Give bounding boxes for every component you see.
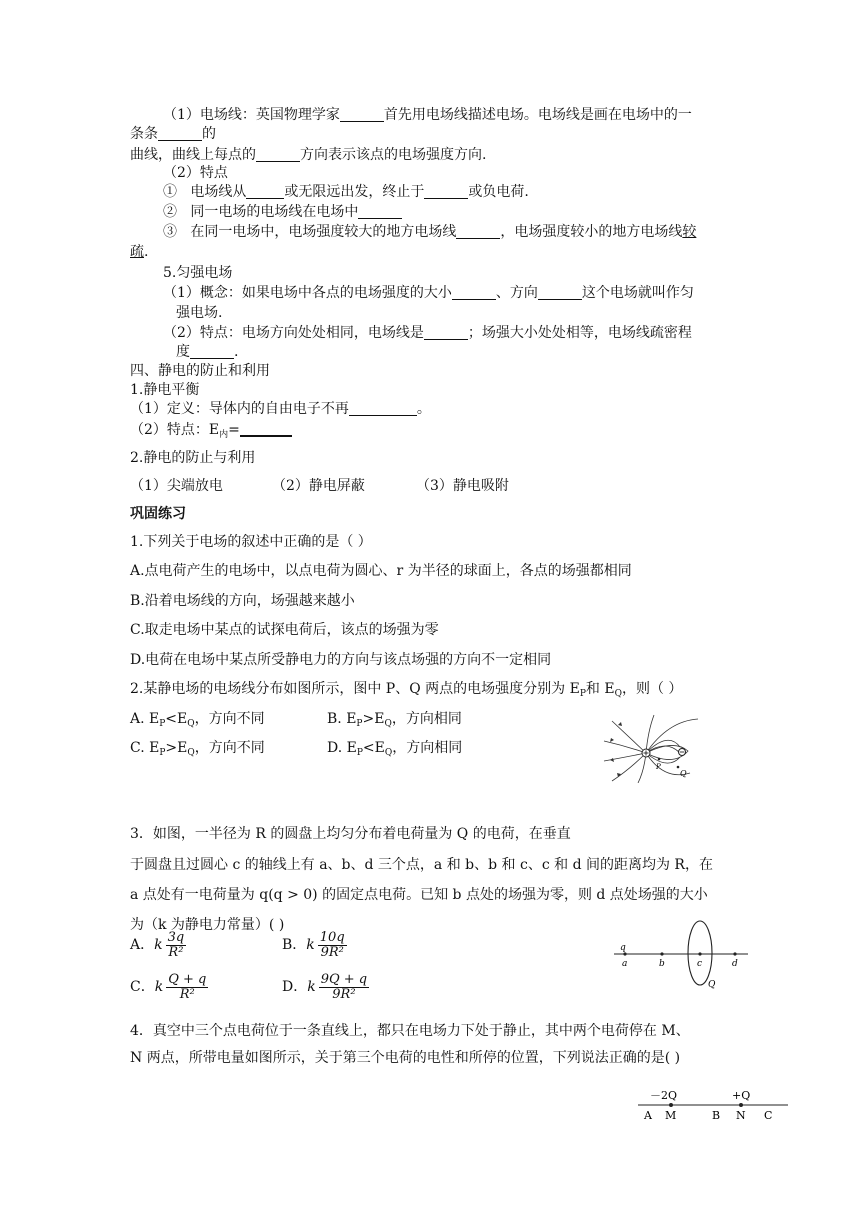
- text: B. E: [327, 711, 357, 727]
- para-field-line-def-2: [130, 125, 216, 143]
- subscript: Q: [614, 689, 622, 699]
- text: ，方向不同: [194, 711, 265, 727]
- subscript: P: [159, 748, 166, 758]
- text: 和 E: [585, 681, 615, 697]
- equilibrium-def: [130, 400, 431, 418]
- text: 度: [176, 344, 190, 360]
- feature-3-cont: [130, 243, 148, 261]
- q4-stem-2: N 两点，所带电量如图所示，关于第三个电荷的电性和所停的位置，下列说法正确的是( ): [130, 1050, 681, 1066]
- q3-stem-1: 3．如图，一半径为 R 的圆盘上均匀分布着电荷量为 Q 的电荷，在垂直: [130, 826, 571, 842]
- subscript: P: [159, 719, 166, 729]
- label-p: P: [656, 763, 661, 771]
- q3-option-d: [282, 968, 369, 1006]
- q1-option-a: A.点电荷产生的电场中，以点电荷为圆心、r 为半径的球面上，各点的场强都相同: [130, 563, 632, 579]
- blank[interactable]: [424, 184, 468, 199]
- text: 这个电场就叫作匀: [581, 285, 694, 301]
- text: =: [228, 422, 240, 438]
- q3-stem-4: 为（k 为静电力常量）( ): [130, 917, 285, 933]
- heading-electrostatics: 四、静电的防止和利用: [130, 363, 270, 379]
- text: 或负电荷.: [468, 184, 529, 200]
- subscript: P: [356, 748, 363, 758]
- subscript: Q: [384, 748, 393, 758]
- numerator: 3q: [167, 929, 185, 945]
- fraction: [166, 973, 208, 1002]
- text: 或无限远出发，终止于: [284, 184, 425, 200]
- label-b: b: [659, 959, 665, 969]
- blank[interactable]: [424, 325, 468, 340]
- subscript: Q: [384, 719, 392, 729]
- label-q: Q: [680, 769, 687, 778]
- text: 方向表示该点的电场强度方向.: [300, 147, 487, 163]
- q3-stem-3: a 点处有一电荷量为 q(q > 0) 的固定点电荷。已知 b 点处的场强为零，则 d 点处场强的大小: [130, 887, 708, 903]
- text: （1）电场线：英国物理学家: [163, 107, 340, 123]
- point-d: [733, 952, 736, 955]
- numerator: 9Q + q: [320, 971, 368, 987]
- use-item-1: （1）尖端放电: [130, 478, 223, 494]
- field-line: [646, 753, 680, 763]
- label-d: d: [732, 959, 738, 969]
- q2-option-c: [130, 739, 265, 762]
- para-field-line-def-3: [130, 146, 486, 164]
- q3-option-a: [130, 926, 186, 964]
- q2-field-line-figure: [598, 711, 702, 783]
- option-letter: D．: [282, 979, 308, 995]
- text: ，方向不同: [194, 740, 265, 756]
- denominator: R²: [168, 944, 184, 960]
- constant-k: k: [154, 979, 164, 995]
- feature-3: [163, 223, 696, 241]
- q1-option-d: D.电荷在电场中某点所受静电力的方向与该点场强的方向不一定相同: [130, 652, 552, 668]
- label-a: A: [644, 1109, 652, 1122]
- text: <E: [362, 740, 385, 756]
- text: （2）特点：电场方向处处相同，电场线是: [163, 325, 424, 341]
- blank[interactable]: [158, 126, 202, 141]
- q4-stem-1: 4．真空中三个点电荷位于一条直线上，都只在电场力下处于静止，其中两个电荷停在 M、: [130, 1023, 690, 1039]
- circled-number: ①: [163, 184, 177, 200]
- label-charge-n: +Q: [732, 1089, 751, 1102]
- text: C. E: [130, 740, 160, 756]
- text: 条条: [130, 126, 158, 142]
- subscript: P: [579, 689, 586, 699]
- blank[interactable]: [340, 107, 384, 122]
- text: ；场强大小处处相等，电场线疏密程: [467, 325, 692, 341]
- constant-k: k: [154, 937, 163, 953]
- text: A. E: [130, 711, 160, 727]
- field-line: [604, 753, 646, 761]
- text: （1）概念：如果电场中各点的电场强度的大小: [163, 285, 452, 301]
- field-line: [612, 721, 646, 753]
- denominator: 9R²: [332, 986, 356, 1002]
- fraction: [318, 931, 347, 960]
- text: 在同一电场中，电场强度较大的地方电场线: [190, 224, 457, 240]
- text: .: [234, 344, 239, 360]
- subscript: Q: [187, 748, 195, 758]
- option-letter: C．: [130, 979, 155, 995]
- q1-option-c: C.取走电场中某点的试探电荷后，该点的场强为零: [130, 622, 439, 638]
- text: ，电场强度较小的地方电场线: [500, 224, 683, 240]
- point-b: [660, 952, 663, 955]
- q3-option-c: [130, 968, 208, 1006]
- denominator: R²: [179, 986, 195, 1002]
- text: （2）特点：E: [130, 422, 220, 438]
- feature-2: [163, 203, 402, 221]
- equilibrium-feature: [130, 421, 292, 444]
- text: ，则（ ）: [621, 681, 683, 697]
- label-q-charge: q: [620, 943, 626, 953]
- label-b: B: [712, 1109, 721, 1122]
- field-line: [638, 753, 646, 783]
- blank[interactable]: [190, 344, 234, 359]
- fraction: [319, 973, 369, 1002]
- arrow: [618, 722, 622, 726]
- field-line: [646, 746, 680, 753]
- option-letter: A．: [130, 937, 155, 953]
- text: 曲线，曲线上每点的: [130, 147, 256, 163]
- heading-uniform-field: 5.匀强电场: [163, 265, 233, 281]
- q4-charges-figure: [636, 1086, 792, 1126]
- uniform-feature-cont: [176, 343, 238, 361]
- point-c: [698, 952, 701, 955]
- label-n: N: [736, 1109, 746, 1122]
- q2-option-b: [327, 710, 462, 733]
- fraction: [166, 931, 187, 960]
- q3-stem-2: 于圆盘且过圆心 c 的轴线上有 a、b、d 三个点，a 和 b、b 和 c、c 和 d 间的距离均为 R，在: [130, 857, 713, 873]
- q2-option-a: [130, 710, 265, 733]
- blank[interactable]: [538, 285, 582, 300]
- numerator: 10q: [319, 929, 345, 945]
- blank[interactable]: [452, 285, 496, 300]
- heading-features: （2）特点: [163, 165, 228, 181]
- point-m: [669, 1103, 673, 1107]
- subscript: Q: [187, 719, 195, 729]
- heading-prevention-use: 2.静电的防止与利用: [130, 450, 256, 466]
- uniform-concept-cont: 强电场.: [176, 305, 223, 321]
- blank[interactable]: [349, 401, 417, 416]
- subscript: 内: [219, 430, 229, 440]
- subscript: P: [356, 719, 363, 729]
- text: 、方向: [495, 285, 538, 301]
- text: 电场线从: [190, 184, 247, 200]
- arrow: [610, 758, 614, 762]
- circled-number: ②: [163, 204, 177, 220]
- q2-option-d: [327, 739, 462, 762]
- blank[interactable]: [256, 147, 300, 162]
- text: 。: [416, 401, 431, 417]
- use-item-2: （2）静电屏蔽: [272, 478, 365, 494]
- heading-practice: 巩固练习: [130, 506, 186, 522]
- feature-1: [163, 183, 529, 201]
- text: 首先用电场线描述电场。电场线是画在电场中的一: [383, 107, 692, 123]
- q1-stem: 1.下列关于电场的叙述中正确的是（ ）: [130, 534, 372, 550]
- q3-option-b: [282, 926, 347, 964]
- q3-disk-figure: [608, 916, 756, 992]
- label-a: a: [622, 959, 628, 969]
- text: 同一电场的电场线在电场中: [190, 204, 359, 220]
- point-n: [739, 1103, 743, 1107]
- arrow: [610, 738, 614, 742]
- text: 疏: [130, 244, 144, 260]
- text: <E: [165, 711, 188, 727]
- numerator: Q + q: [168, 971, 207, 987]
- constant-k: k: [306, 937, 315, 953]
- blank[interactable]: [246, 184, 284, 199]
- uniform-feature: [163, 324, 692, 342]
- blank[interactable]: [456, 224, 500, 239]
- heading-equilibrium: 1.静电平衡: [130, 382, 200, 398]
- q2-stem: [130, 680, 682, 703]
- uniform-concept: [163, 284, 694, 302]
- q1-option-b: B.沿着电场线的方向，场强越来越小: [130, 593, 355, 609]
- blank[interactable]: [240, 421, 292, 437]
- text: ，方向相同: [392, 740, 463, 756]
- text: 较: [682, 224, 697, 240]
- blank[interactable]: [358, 204, 402, 219]
- label-disk-q: Q: [708, 980, 716, 990]
- text: （1）定义：导体内的自由电子不再: [130, 401, 349, 417]
- text: D. E: [327, 740, 357, 756]
- text: >E: [362, 711, 385, 727]
- point-p: [658, 758, 661, 761]
- use-item-3: （3）静电吸附: [416, 478, 509, 494]
- constant-k: k: [307, 979, 316, 995]
- text: 2.某静电场的电场线分布如图所示，图中 P、Q 两点的电场强度分别为 E: [130, 681, 580, 697]
- text: 的: [202, 126, 216, 142]
- option-letter: B．: [282, 937, 307, 953]
- text: >E: [165, 740, 188, 756]
- label-charge-m: －2Q: [650, 1089, 678, 1102]
- label-m: M: [665, 1109, 677, 1122]
- denominator: 9R²: [320, 944, 344, 960]
- text: ，方向相同: [391, 711, 462, 727]
- para-field-line-def: [163, 106, 692, 124]
- label-c: c: [697, 959, 703, 969]
- circled-number: ③: [163, 224, 177, 240]
- point-q: [677, 766, 680, 769]
- text: .: [144, 244, 149, 260]
- label-c: C: [764, 1109, 773, 1122]
